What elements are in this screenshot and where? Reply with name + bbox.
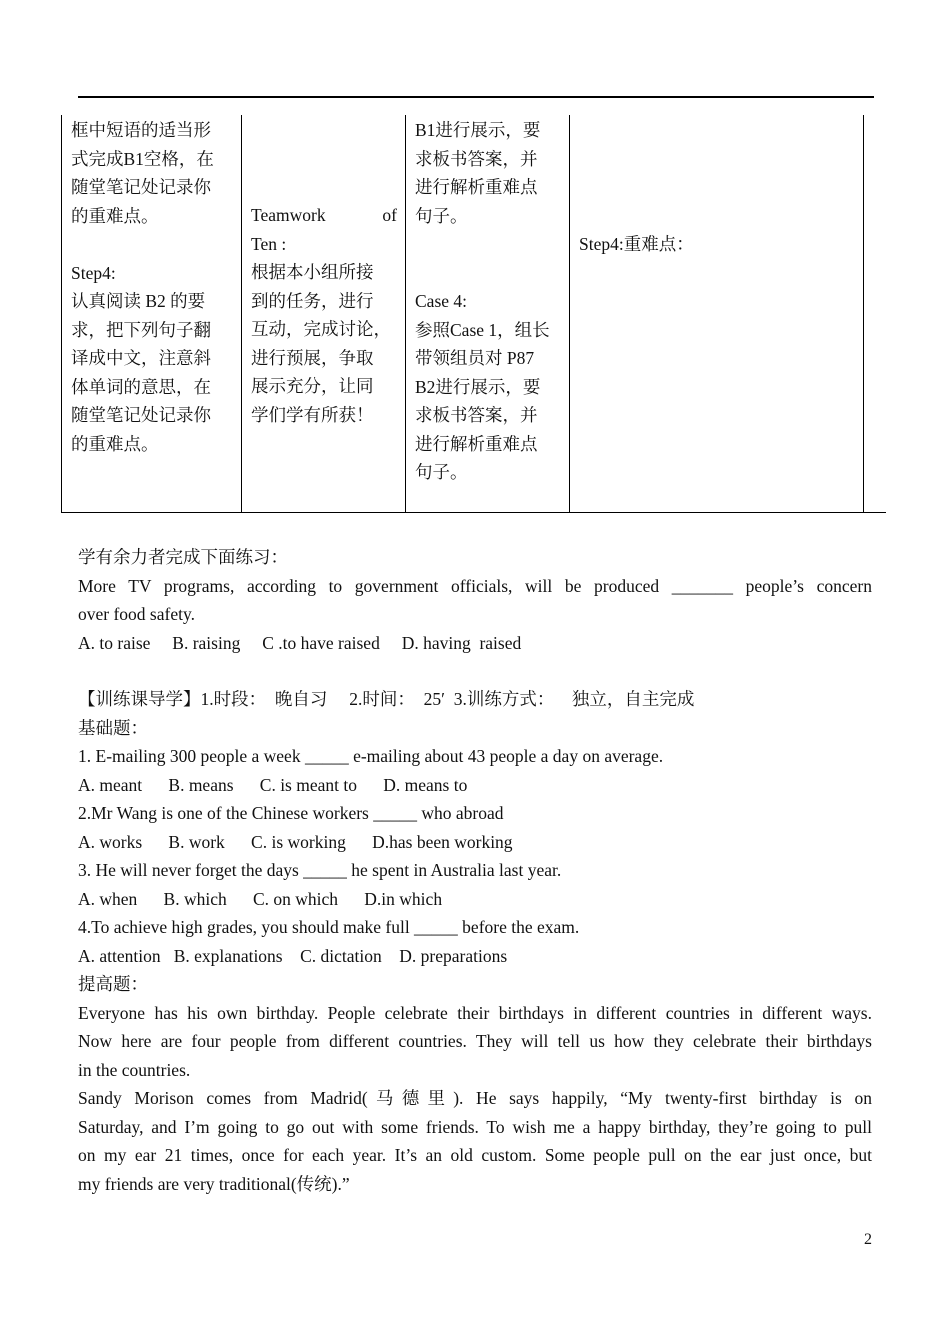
question-4-options: A. attention B. explanations C. dictation D. preparations (78, 945, 508, 966)
extra-options: A. to raise B. raising C .to have raised D. having raised (78, 632, 522, 653)
lesson-table (61, 115, 886, 513)
reading-paragraph-1: Everyone has his own birthday. People celebrate their birthdays in different countries in different ways. (78, 1002, 872, 1023)
training-header: 【训练课导学】1.时段： 晚自习 2.时间： 25′ 3.训练方式： 独立，自主完成 (78, 689, 695, 709)
training-section: 【训练课导学】1.时段： 晚自习 2.时间： 25′ 3.训练方式： 独立，自主完成 基础题： 1. E-mailing 300 people a week _____ e-mailing about 43 people a day on average. A. meant B. means C. is meant to D. means to 2.Mr Wang is one of the Chinese workers _____ who abroad A. works B. work C. is working D.has been working 3. He will never forget the days _____ he spent in Australia last year. A. when B. which C. on which D.in which 4.To achieve high grades, you should make full _____ before the exam. A. attention B. explanations C. dictation D. preparations 提高题： Everyone has his own birthday. People celebrate their birthdays in different countries in different ways. Now here are four people from different countries. They will tell us how they celebrate their birthdays in the countries. Sandy Morison comes from Madrid(马德里). He says happily, “My twenty-first birthday is on Saturday, and I’m going to go out with some friends. To wish me a happy birthday, they’re going to pull on my ear 21 times, once for each year. It’s an old custom. Some people pull on the ear just once, but my friends are very traditional(传统).” (78, 685, 872, 1198)
question-1: 1. E-mailing 300 people a week _____ e-mailing about 43 people a day on average. (78, 746, 664, 766)
question-1-options: A. meant B. means C. is meant to D. means to (78, 774, 468, 795)
table-cell-teamwork: Teamwork of Ten : 根据本小组所接 到的任务，进行 互动，完成讨论， 进行预展，争取 展示充分，让同 学们学有所获！ (251, 205, 397, 425)
question-4: 4.To achieve high grades, you should make full _____ before the exam. (78, 917, 580, 937)
extra-exercise: 学有余力者完成下面练习： More TV programs, according to government officials, will be produced _______ people’s concern over food safety. A. to raise B. raising C .to have raised D. having raised (78, 543, 872, 657)
page-number: 2 (864, 1231, 872, 1248)
table-cell-teacher-cases: B1进行展示，要 求板书答案，并 进行解析重难点 句子。 Case 4: 参照Case 1，组长 带领组员对 P87 B2进行展示，要 求板书答案，并 进行解析重难点 句子。 (415, 120, 550, 482)
reading-paragraph-2: Sandy Morison comes from Madrid(马德里). He says happily, “My twenty-first birthday is on (78, 1088, 872, 1108)
extra-heading: 学有余力者完成下面练习： (78, 547, 288, 567)
extra-question: More TV programs, according to government officials, will be produced _______ people’s concern (78, 575, 872, 596)
advanced-label: 提高题： (78, 974, 148, 994)
question-3-options: A. when B. which C. on which D.in which (78, 888, 443, 909)
header-rule (78, 96, 874, 98)
table-cell-key-points: Step4:重难点： (579, 234, 694, 254)
question-3: 3. He will never forget the days _____ he spent in Australia last year. (78, 860, 562, 880)
table-cell-student-steps: 框中短语的适当形 式完成B1空格，在 随堂笔记处记录你 的重难点。 Step4: 认真阅读 B2 的要 求，把下列句子翻 译成中文，注意斜 体单词的意思，在 随堂笔记处记录你 的重难点。 (71, 120, 214, 454)
question-2-options: A. works B. work C. is working D.has been working (78, 831, 513, 852)
question-2: 2.Mr Wang is one of the Chinese workers _____ who abroad (78, 803, 504, 823)
basic-label: 基础题： (78, 717, 148, 738)
